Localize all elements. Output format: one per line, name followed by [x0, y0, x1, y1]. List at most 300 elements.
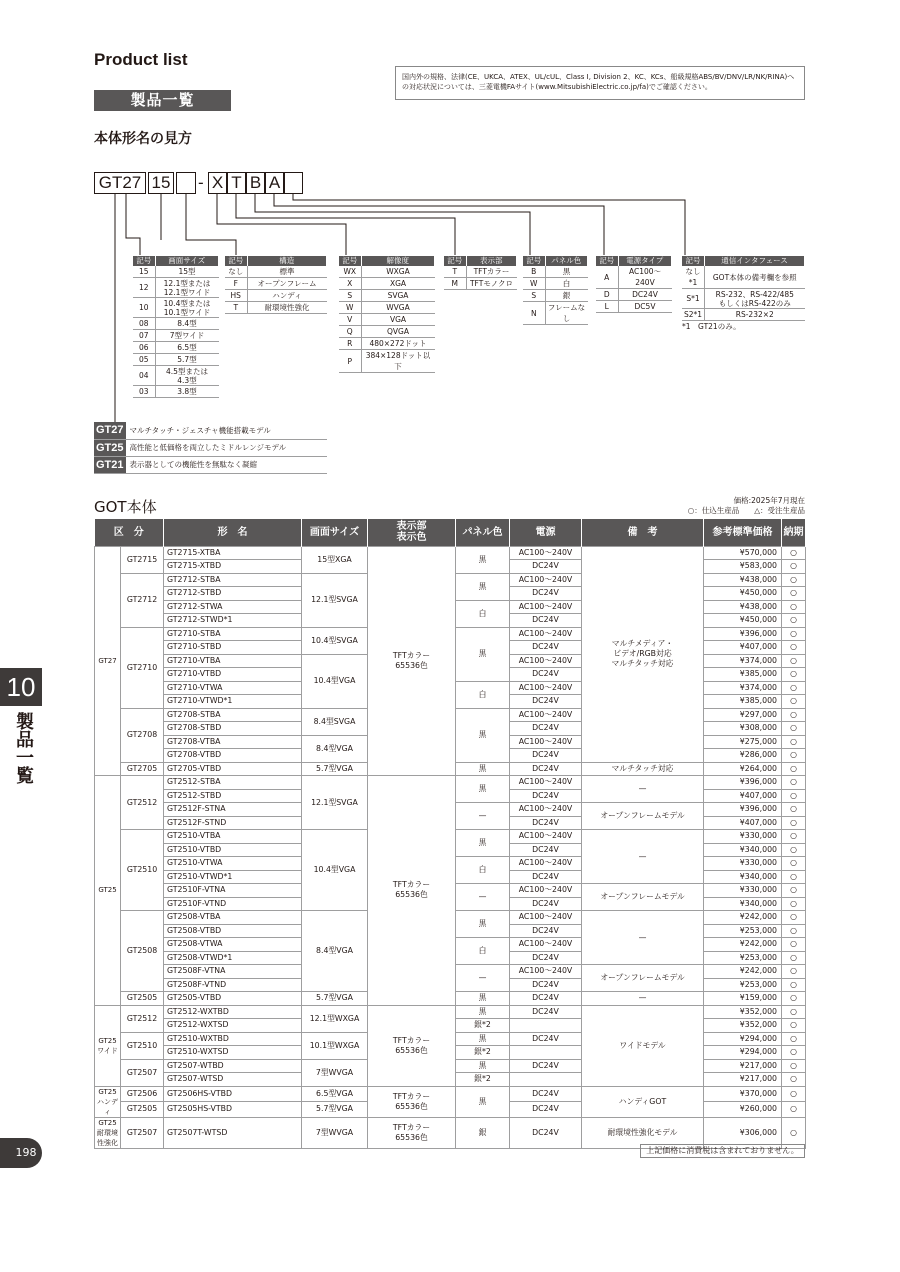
- remarks: オープンフレームモデル: [582, 884, 704, 911]
- resolution-table: [339, 256, 435, 373]
- price: ¥407,000: [704, 789, 782, 803]
- delivery: ○: [782, 614, 806, 628]
- price: ¥374,000: [704, 681, 782, 695]
- model-name: GT2510F-VTNA: [164, 884, 302, 898]
- spec-row: [339, 290, 435, 302]
- panel-color: 白: [456, 681, 510, 708]
- panel-color: 黒: [456, 708, 510, 762]
- spec-value: WXGA: [361, 266, 435, 278]
- panel-color: 黒: [456, 1086, 510, 1117]
- product-row: [95, 776, 806, 790]
- power-supply: DC24V: [510, 587, 582, 601]
- model-name: GT2710-VTBA: [164, 654, 302, 668]
- price: ¥583,000: [704, 560, 782, 574]
- price: ¥396,000: [704, 776, 782, 790]
- spec-value: 白: [545, 278, 588, 290]
- delivery: ○: [782, 654, 806, 668]
- price: ¥370,000: [704, 1086, 782, 1102]
- spec-value: RS-232、RS-422/485 もしくはRS-422のみ: [705, 289, 805, 309]
- panel-color: 黒: [456, 830, 510, 857]
- price: ¥340,000: [704, 843, 782, 857]
- spec-value: DC5V: [618, 301, 672, 313]
- model-name: GT2508-VTBD: [164, 924, 302, 938]
- delivery: ○: [782, 870, 806, 884]
- col-header: 電源: [510, 519, 582, 546]
- spec-value: 4.5型または 4.3型: [155, 366, 219, 386]
- page-number: 198: [0, 1138, 42, 1168]
- spec-row: [444, 266, 517, 278]
- price: ¥253,000: [704, 924, 782, 938]
- model-name: GT2510-WXTBD: [164, 1032, 302, 1046]
- panel-color: 銀: [456, 1117, 510, 1148]
- sub-series: GT2505: [121, 1102, 164, 1118]
- sub-series: GT2507: [121, 1059, 164, 1086]
- spec-code: T: [225, 302, 247, 314]
- size-table: [133, 256, 219, 398]
- power-supply: [510, 1019, 582, 1033]
- spec-row: [225, 266, 327, 278]
- delivery: ○: [782, 560, 806, 574]
- spec-value: 耐環境性強化: [247, 302, 327, 314]
- price: ¥330,000: [704, 884, 782, 898]
- sub-series: GT2505: [121, 992, 164, 1006]
- sub-series: GT2507: [121, 1117, 164, 1148]
- col-panel: パネル色: [545, 256, 588, 266]
- model-name: GT2512-STBD: [164, 789, 302, 803]
- spec-value: 標準: [247, 266, 327, 278]
- power-supply: DC24V: [510, 951, 582, 965]
- model-name: GT2708-VTBA: [164, 735, 302, 749]
- spec-value: QVGA: [361, 326, 435, 338]
- spec-code: HS: [225, 290, 247, 302]
- model-name: GT2712-STBD: [164, 587, 302, 601]
- model-name: GT2508F-VTND: [164, 978, 302, 992]
- code-box-display: T: [227, 172, 246, 194]
- power-supply: DC24V: [510, 1005, 582, 1019]
- spec-value: SVGA: [361, 290, 435, 302]
- series-name: GT27: [94, 422, 126, 439]
- price: ¥396,000: [704, 803, 782, 817]
- delivery: ○: [782, 1073, 806, 1087]
- screen-size: 12.1型WXGA: [302, 1005, 368, 1032]
- spec-value: VGA: [361, 314, 435, 326]
- series-name: GT21: [94, 456, 126, 473]
- series-name: GT25: [94, 439, 126, 456]
- power-supply: DC24V: [510, 816, 582, 830]
- model-name: GT2708-STBD: [164, 722, 302, 736]
- spec-value: 6.5型: [155, 342, 219, 354]
- spec-row: [596, 266, 672, 289]
- delivery: ○: [782, 1019, 806, 1033]
- delivery: ○: [782, 1032, 806, 1046]
- col-code: 記号: [596, 256, 618, 266]
- power-supply: DC24V: [510, 992, 582, 1006]
- remarks: ワイドモデル: [582, 1005, 704, 1086]
- spec-code: なし*1: [682, 266, 705, 289]
- spec-value: 10.4型または 10.1型ワイド: [155, 298, 219, 318]
- power-supply: AC100〜240V: [510, 654, 582, 668]
- model-name: GT2512-WXTBD: [164, 1005, 302, 1019]
- model-name: GT2710-STBD: [164, 641, 302, 655]
- spec-row: [133, 330, 219, 342]
- model-name: GT2512-WXTSD: [164, 1019, 302, 1033]
- spec-code: S: [523, 290, 545, 302]
- spec-row: [133, 318, 219, 330]
- spec-code: B: [523, 266, 545, 278]
- model-name: GT2712-STWD*1: [164, 614, 302, 628]
- chapter-tab: 10: [0, 668, 42, 706]
- spec-code: S2*1: [682, 309, 705, 321]
- delivery: ○: [782, 857, 806, 871]
- spec-code: 07: [133, 330, 155, 342]
- col-size: 画面サイズ: [155, 256, 219, 266]
- power-supply: DC24V: [510, 924, 582, 938]
- model-name: GT2715-XTBD: [164, 560, 302, 574]
- sub-series: GT2705: [121, 762, 164, 776]
- panel-color: 銀*2: [456, 1019, 510, 1033]
- price: ¥438,000: [704, 573, 782, 587]
- model-name: GT2506HS-VTBD: [164, 1086, 302, 1102]
- got-heading: GOT本体: [94, 498, 157, 516]
- remarks: —: [582, 911, 704, 965]
- panel-color: —: [456, 803, 510, 830]
- model-name: GT2510-VTWA: [164, 857, 302, 871]
- panel-color: 黒: [456, 573, 510, 600]
- spec-value: AC100〜240V: [618, 266, 672, 289]
- spec-row: [339, 314, 435, 326]
- col-code: 記号: [133, 256, 155, 266]
- screen-size: 5.7型VGA: [302, 762, 368, 776]
- naming-connector-lines: [0, 0, 900, 480]
- col-resolution: 解像度: [361, 256, 435, 266]
- price: ¥570,000: [704, 546, 782, 560]
- power-supply: AC100〜240V: [510, 708, 582, 722]
- spec-code: R: [339, 338, 361, 350]
- sub-series: GT2510: [121, 1032, 164, 1059]
- remarks: オープンフレームモデル: [582, 965, 704, 992]
- delivery: ○: [782, 951, 806, 965]
- screen-size: 10.4型SVGA: [302, 627, 368, 654]
- power-supply: DC24V: [510, 843, 582, 857]
- delivery: ○: [782, 830, 806, 844]
- price: ¥407,000: [704, 816, 782, 830]
- panel-color: 黒: [456, 762, 510, 776]
- power-supply: DC24V: [510, 560, 582, 574]
- power-supply: AC100〜240V: [510, 884, 582, 898]
- screen-size: 12.1型SVGA: [302, 776, 368, 830]
- spec-code: W: [339, 302, 361, 314]
- model-name: GT2505-VTBD: [164, 992, 302, 1006]
- power-supply: DC24V: [510, 870, 582, 884]
- power-supply: DC24V: [510, 897, 582, 911]
- price: ¥242,000: [704, 965, 782, 979]
- model-name: GT2705-VTBD: [164, 762, 302, 776]
- delivery: ○: [782, 897, 806, 911]
- delivery: ○: [782, 762, 806, 776]
- power-supply: DC24V: [510, 1032, 582, 1046]
- spec-code: P: [339, 350, 361, 373]
- spec-value: 3.8型: [155, 386, 219, 398]
- standards-notice: 国内外の規格、法律(CE、UKCA、ATEX、UL/cUL、Class I, Division 2、KC、KCs、船級規格ABS/BV/DNV/LR/NK/RINA)への対応状況については、三菱電機FAサイト(www.MitsubishiElectric.co.jp/fa)でご確認ください。: [395, 66, 805, 100]
- spec-value: 12.1型または 12.1型ワイド: [155, 278, 219, 298]
- remarks: 耐環境性強化モデル: [582, 1117, 704, 1148]
- spec-code: 06: [133, 342, 155, 354]
- delivery: ○: [782, 911, 806, 925]
- product-row: [95, 546, 806, 560]
- code-box-resolution: X: [208, 172, 227, 194]
- model-name: GT2508-VTWD*1: [164, 951, 302, 965]
- panel-color: 黒: [456, 627, 510, 681]
- price: ¥385,000: [704, 668, 782, 682]
- power-supply: DC24V: [510, 762, 582, 776]
- page-title-en: Product list: [94, 50, 188, 69]
- code-box-size: 15: [148, 172, 174, 194]
- power-supply: [510, 1073, 582, 1087]
- model-name: GT2712-STWA: [164, 600, 302, 614]
- spec-row: [133, 266, 219, 278]
- sub-series: GT2508: [121, 911, 164, 992]
- col-code: 記号: [444, 256, 466, 266]
- panel-color: 黒: [456, 1059, 510, 1073]
- remarks: —: [582, 776, 704, 803]
- production-legend: ○：仕込生産品 △：受注生産品: [687, 506, 805, 515]
- price: ¥294,000: [704, 1046, 782, 1060]
- power-supply: [510, 1046, 582, 1060]
- col-header: パネル色: [456, 519, 510, 546]
- panel-color: 白: [456, 938, 510, 965]
- delivery: ○: [782, 884, 806, 898]
- spec-code: L: [596, 301, 618, 313]
- power-supply: AC100〜240V: [510, 965, 582, 979]
- panel-color: 黒: [456, 992, 510, 1006]
- col-header: 画面サイズ: [302, 519, 368, 546]
- model-name: GT2715-XTBA: [164, 546, 302, 560]
- model-name: GT2510-VTBA: [164, 830, 302, 844]
- category: GT25 耐環境性強化: [95, 1117, 121, 1148]
- price: ¥407,000: [704, 641, 782, 655]
- sub-series: GT2510: [121, 830, 164, 911]
- screen-size: 8.4型VGA: [302, 735, 368, 762]
- sub-series: GT2712: [121, 573, 164, 627]
- delivery: ○: [782, 681, 806, 695]
- screen-size: 12.1型SVGA: [302, 573, 368, 627]
- delivery: ○: [782, 735, 806, 749]
- spec-value: DC24V: [618, 289, 672, 301]
- spec-code: S*1: [682, 289, 705, 309]
- structure-table: [225, 256, 327, 314]
- price: ¥297,000: [704, 708, 782, 722]
- power-supply: AC100〜240V: [510, 911, 582, 925]
- display-type: TFTカラー 65536色: [368, 1005, 456, 1086]
- series-desc: 表示器としての機能性を無駄なく凝縮: [126, 456, 327, 473]
- remarks: マルチメディア・ ビデオ/RGB対応 マルチタッチ対応: [582, 546, 704, 762]
- power-supply: AC100〜240V: [510, 600, 582, 614]
- delivery: ○: [782, 1117, 806, 1148]
- code-box-series: GT27: [94, 172, 146, 194]
- delivery: ○: [782, 1046, 806, 1060]
- sub-series: GT2708: [121, 708, 164, 762]
- spec-code: A: [596, 266, 618, 289]
- model-name: GT2708-STBA: [164, 708, 302, 722]
- spec-row: [225, 302, 327, 314]
- screen-size: 10.4型VGA: [302, 830, 368, 911]
- delivery: ○: [782, 600, 806, 614]
- model-name: GT2710-VTWD*1: [164, 695, 302, 709]
- spec-value: ハンディ: [247, 290, 327, 302]
- got-price-table: [94, 519, 806, 1149]
- power-supply: AC100〜240V: [510, 857, 582, 871]
- spec-row: [682, 289, 805, 309]
- category: GT25: [95, 776, 121, 1006]
- delivery: ○: [782, 668, 806, 682]
- col-code: 記号: [682, 256, 705, 266]
- spec-row: [133, 342, 219, 354]
- power-supply: AC100〜240V: [510, 938, 582, 952]
- delivery: ○: [782, 1059, 806, 1073]
- display-type: TFTカラー 65536色: [368, 1117, 456, 1148]
- price: ¥242,000: [704, 938, 782, 952]
- spec-value: XGA: [361, 278, 435, 290]
- power-supply: AC100〜240V: [510, 776, 582, 790]
- spec-code: Q: [339, 326, 361, 338]
- price: ¥340,000: [704, 870, 782, 884]
- panel-color: 黒: [456, 1032, 510, 1046]
- spec-code: なし: [225, 266, 247, 278]
- price: ¥438,000: [704, 600, 782, 614]
- delivery: ○: [782, 722, 806, 736]
- price: ¥330,000: [704, 830, 782, 844]
- delivery: ○: [782, 1086, 806, 1102]
- spec-value: オープンフレーム: [247, 278, 327, 290]
- panel-color: 銀*2: [456, 1073, 510, 1087]
- spec-code: V: [339, 314, 361, 326]
- spec-code: 03: [133, 386, 155, 398]
- model-name: GT2710-VTBD: [164, 668, 302, 682]
- screen-size: 5.7型VGA: [302, 992, 368, 1006]
- sub-series: GT2506: [121, 1086, 164, 1102]
- price: ¥294,000: [704, 1032, 782, 1046]
- model-name: GT2712-STBA: [164, 573, 302, 587]
- power-table: [596, 256, 672, 313]
- screen-size: 8.4型SVGA: [302, 708, 368, 735]
- model-name: GT2508-VTWA: [164, 938, 302, 952]
- power-supply: DC24V: [510, 722, 582, 736]
- spec-code: 05: [133, 354, 155, 366]
- price: ¥217,000: [704, 1073, 782, 1087]
- model-name: GT2507T-WTSD: [164, 1117, 302, 1148]
- spec-code: M: [444, 278, 466, 290]
- spec-value: RS-232×2: [705, 309, 805, 321]
- power-supply: DC24V: [510, 614, 582, 628]
- spec-value: 銀: [545, 290, 588, 302]
- spec-value: 384×128ドット以下: [361, 350, 435, 373]
- spec-row: [523, 266, 588, 278]
- price-date: 価格:2025年7月現在: [733, 496, 805, 505]
- power-supply: AC100〜240V: [510, 573, 582, 587]
- delivery: ○: [782, 1102, 806, 1118]
- price: ¥450,000: [704, 614, 782, 628]
- chapter-label: 製品一覧: [13, 712, 34, 784]
- price: ¥264,000: [704, 762, 782, 776]
- spec-row: [339, 350, 435, 373]
- col-header: 納期: [782, 519, 806, 546]
- spec-row: [133, 386, 219, 398]
- price: ¥253,000: [704, 951, 782, 965]
- price: ¥286,000: [704, 749, 782, 763]
- spec-code: X: [339, 278, 361, 290]
- model-name: GT2710-STBA: [164, 627, 302, 641]
- price: ¥275,000: [704, 735, 782, 749]
- model-name: GT2508-VTBA: [164, 911, 302, 925]
- model-name: GT2710-VTWA: [164, 681, 302, 695]
- model-name: GT2508F-VTNA: [164, 965, 302, 979]
- spec-row: [682, 309, 805, 321]
- price: ¥352,000: [704, 1019, 782, 1033]
- power-supply: DC24V: [510, 668, 582, 682]
- spec-code: T: [444, 266, 466, 278]
- spec-code: WX: [339, 266, 361, 278]
- price: ¥242,000: [704, 911, 782, 925]
- col-structure: 構造: [247, 256, 327, 266]
- col-header: 区 分: [95, 519, 164, 546]
- spec-code: D: [596, 289, 618, 301]
- price: ¥308,000: [704, 722, 782, 736]
- model-name: GT2512F-STND: [164, 816, 302, 830]
- screen-size: 5.7型VGA: [302, 1102, 368, 1118]
- col-code: 記号: [225, 256, 247, 266]
- power-supply: DC24V: [510, 978, 582, 992]
- delivery: ○: [782, 641, 806, 655]
- panel-color: 銀*2: [456, 1046, 510, 1060]
- delivery: ○: [782, 816, 806, 830]
- col-power: 電源タイプ: [618, 256, 672, 266]
- spec-value: TFTモノクロ: [466, 278, 517, 290]
- series-row: [94, 422, 327, 439]
- delivery: ○: [782, 924, 806, 938]
- panel-color: 黒: [456, 546, 510, 573]
- model-name: GT2510-WXTSD: [164, 1046, 302, 1060]
- product-row: [95, 1005, 806, 1019]
- sub-series: GT2710: [121, 627, 164, 708]
- category: GT25 ハンディ: [95, 1086, 121, 1117]
- sub-series: GT2512: [121, 1005, 164, 1032]
- model-name: GT2512-STBA: [164, 776, 302, 790]
- delivery: ○: [782, 789, 806, 803]
- power-supply: DC24V: [510, 1117, 582, 1148]
- screen-size: 6.5型VGA: [302, 1086, 368, 1102]
- screen-size: 8.4型VGA: [302, 911, 368, 992]
- price: ¥330,000: [704, 857, 782, 871]
- power-supply: DC24V: [510, 1102, 582, 1118]
- spec-code: 04: [133, 366, 155, 386]
- remarks: オープンフレームモデル: [582, 803, 704, 830]
- delivery: ○: [782, 776, 806, 790]
- power-supply: AC100〜240V: [510, 735, 582, 749]
- model-name: GT2507-WTSD: [164, 1073, 302, 1087]
- naming-heading: 本体形名の見方: [94, 131, 192, 147]
- delivery: ○: [782, 749, 806, 763]
- spec-row: [133, 278, 219, 298]
- series-row: [94, 456, 327, 473]
- spec-row: [133, 366, 219, 386]
- remarks: マルチタッチ対応: [582, 762, 704, 776]
- spec-value: 15型: [155, 266, 219, 278]
- price: ¥260,000: [704, 1102, 782, 1118]
- col-interface: 通信インタフェース: [705, 256, 805, 266]
- col-header: 形 名: [164, 519, 302, 546]
- remarks: —: [582, 830, 704, 884]
- panel-color: —: [456, 965, 510, 992]
